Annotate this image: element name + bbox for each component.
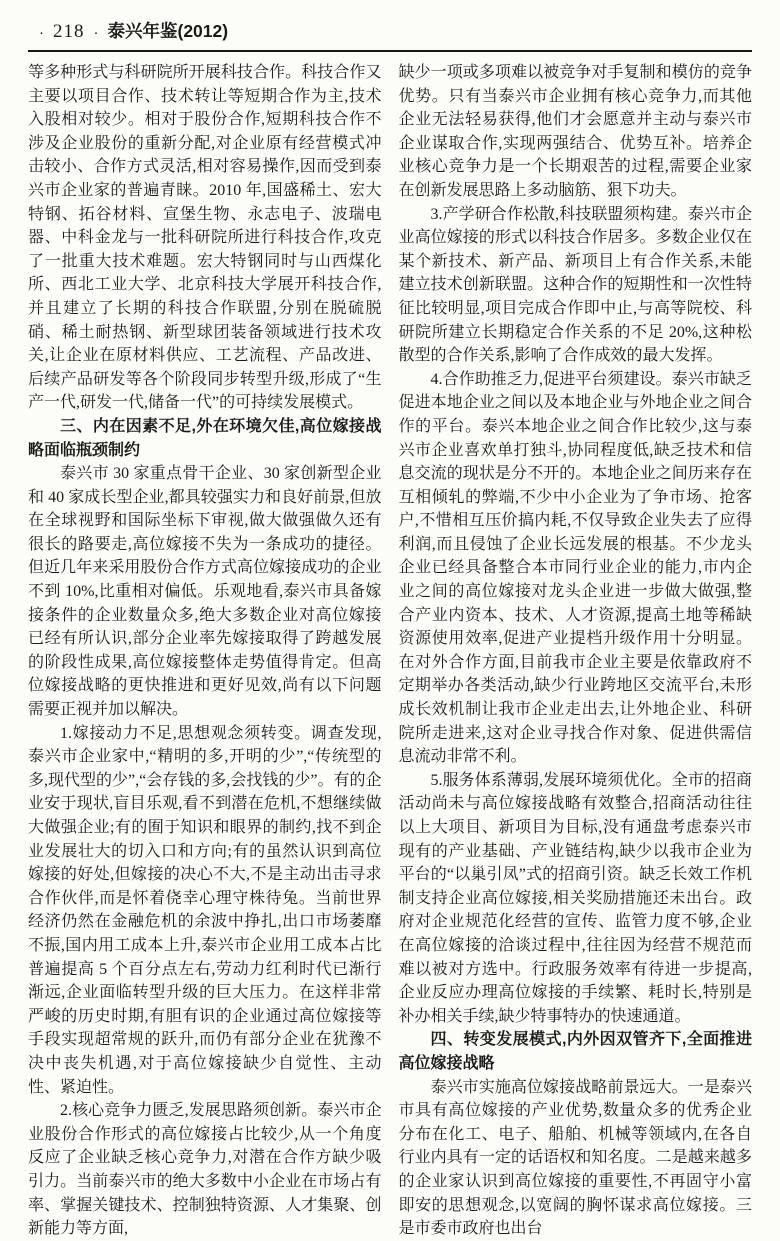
header-dot-left: · — [39, 24, 44, 41]
right-column — [399, 61, 753, 1241]
paragraph: 缺少一项或多项难以被竞争对手复制和模仿的竞争优势。只有当泰兴市企业拥有核心竞争力,而其他企业无法轻易获得,他们才会愿意并主动与泰兴市企业谋取合作,实现两强结合、优势互补。培养企业核心竞争力是一个长期艰苦的过程,需要企业家在创新发展思路上多动脑筋、狠下功夫。 — [398, 64, 752, 199]
paragraph: 2.核心竞争力匮乏,发展思路须创新。泰兴市企业股份合作形式的高位嫁接占比较少,从一个角度反应了企业缺乏核心竞争力,对潜在合作方缺少吸引力。当前泰兴市的绝大多数中小企业在市场占有率、掌握关键技术、控制独特资源、人才集聚、创新能力等方面, — [28, 1102, 382, 1238]
section-heading-3: 三、内在因素不足,外在环境欠佳,高位嫁接战略面临瓶颈制约 — [28, 417, 382, 459]
header-dot-right: · — [93, 24, 99, 41]
section-heading-4: 四、转变发展模式,内外因双管齐下,全面推进高位嫁接战略 — [398, 1031, 752, 1072]
yearbook-title: 泰兴年鉴(2012) — [107, 21, 229, 41]
paragraph: 等多种形式与科研院所开展科技合作。科技合作又主要以项目合作、技术转让等短期合作为主,技术入股相对较少。相对于股份合作,短期科技合作不涉及企业股份的重新分配,对企业原有经营模式冲击较小、合作方式灵活,相对容易操作,因而受到泰兴市企业家的普遍青睐。2010 年,国盛稀土、宏大特钢、拓谷材料、宣堡生物、永志电子、波瑞电器、中科金龙与一批科研院所进行科技合作,攻克了一批重大技术难题。宏大特钢同时与山西煤化所、西北工业大学、北京科技大学展开科技合作,并且建立了长期的科技合作联盟,分别在脱硫脱硝、稀土耐热钢、新型球团装备领域进行技术攻关,让企业在原材料供应、工艺流程、产品改进、后续产品研发等各个阶段同步转型升级,形成了“生产一代,研发一代,储备一代”的可持续发展模式。 — [28, 64, 382, 412]
paragraph: 3.产学研合作松散,科技联盟须构建。泰兴市企业高位嫁接的形式以科技合作居多。多数企业仅在某个新技术、新产品、新项目上有合作关系,未能建立技术创新联盟。这种合作的短期性和一次性特征比较明显,项目完成合作即中止,与高等院校、科研院所建立长期稳定合作关系的不足 20%,这种松散型的合作关系,影响了合作成效的最大发挥。 — [398, 205, 752, 365]
left-column — [28, 61, 382, 1241]
paragraph: 泰兴市 30 家重点骨干企业、30 家创新型企业和 40 家成长型企业,都具较强实力和良好前景,但放在全球视野和国际坐标下审视,做大做强做久还有很长的路要走,高位嫁接不失为一条成功的捷径。但近几年来采用股份合作方式高位嫁接成功的企业不到 10%,比重相对偏低。乐观地看,泰兴市具备嫁接条件的企业数量众多,绝大多数企业对高位嫁接已经有所认识,部分企业率先嫁接取得了跨越发展的阶段性成果,高位嫁接整体走势值得肯定。但高位嫁接战略的更快推进和更好见效,尚有以下问题需要正视并加以解决。 — [28, 465, 382, 719]
paragraph: 1.嫁接动力不足,思想观念须转变。调查发现,泰兴市企业家中,“精明的多,开明的少”,“传统型的多,现代型的少”,“会存钱的多,会找钱的少”。有的企业安于现状,盲目乐观,看不到潜在危机,不想继续做大做强企业;有的囿于知识和眼界的制约,找不到企业发展壮大的切入口和方向;有的虽然认识到高位嫁接的好处,但嫁接的决心不大,不是主动出击寻求合作伙伴,而是怀着侥幸心理守株待兔。当前世界经济仍然在金融危机的余波中挣扎,出口市场萎靡不振,国内用工成本上升,泰兴市企业用工成本占比普遍提高 5 个百分点左右,劳动力红利时代已渐行渐远,企业面临转型升级的巨大压力。在这样非常严峻的历史时期,有胆有识的企业通过高位嫁接等手段实现超常规的跃升,而仍有部分企业在犹豫不决中丧失机遇,对于高位嫁接缺少自觉性、主动性、紧迫性。 — [28, 724, 382, 1096]
page-number: 218 — [53, 21, 85, 42]
header-rule — [28, 50, 752, 52]
paragraph: 4.合作助推乏力,促进平台须建设。泰兴市缺乏促进本地企业之间以及本地企业与外地企业之间合作的平台。泰兴本地企业之间合作比较少,这与泰兴市企业喜欢单打独斗,协同程度低,缺乏技术和信息交流的现状是分不开的。本地企业之间历来存在互相倾轧的弊端,不少中小企业为了争市场、抢客户,不惜相互压价搞内耗,不仅导致企业失去了应得利润,而且侵蚀了企业长远发展的根基。不少龙头企业已经具备整合本市同行业企业的能力,市内企业之间的高位嫁接对龙头企业进一步做大做强,整合产业内资本、技术、人才资源,提高土地等稀缺资源使用效率,促进产业提档升级作用十分明显。在对外合作方面,目前我市企业主要是依靠政府不定期举办各类活动,缺少行业跨地区交流平台,未形成长效机制让我市企业走出去,让外地企业、科研院所走进来,这对企业寻找合作对象、促进供需信息流动非常不利。 — [398, 370, 752, 766]
two-column-text — [28, 61, 752, 1241]
page-header — [28, 18, 752, 46]
paragraph: 5.服务体系薄弱,发展环境须优化。全市的招商活动尚未与高位嫁接战略有效整合,招商活动往往以上大项目、新项目为目标,没有通盘考虑泰兴市现有的产业基础、产业链结构,缺少以我市企业为平台的“以巢引凤”式的招商引资。缺乏长效工作机制支持企业高位嫁接,相关奖励措施还未出台。政府对企业规范化经营的宣传、监管力度不够,企业在高位嫁接的洽谈过程中,往往因为经营不规范而难以被对方选中。行政服务效率有待进一步提高,企业反应办理高位嫁接的手续繁、耗时长,特别是补办相关手续,缺少特事特办的快速通道。 — [398, 771, 752, 1025]
paragraph: 泰兴市实施高位嫁接战略前景远大。一是泰兴市具有高位嫁接的产业优势,数量众多的优秀企业分布在化工、电子、船舶、机械等领域内,在各自行业内具有一定的话语权和知名度。二是越来越多的企业家认识到高位嫁接的重要性,不再固守小富即安的思想观念,以宽阔的胸怀谋求高位嫁接。三是市委市政府也出台 — [398, 1078, 752, 1238]
